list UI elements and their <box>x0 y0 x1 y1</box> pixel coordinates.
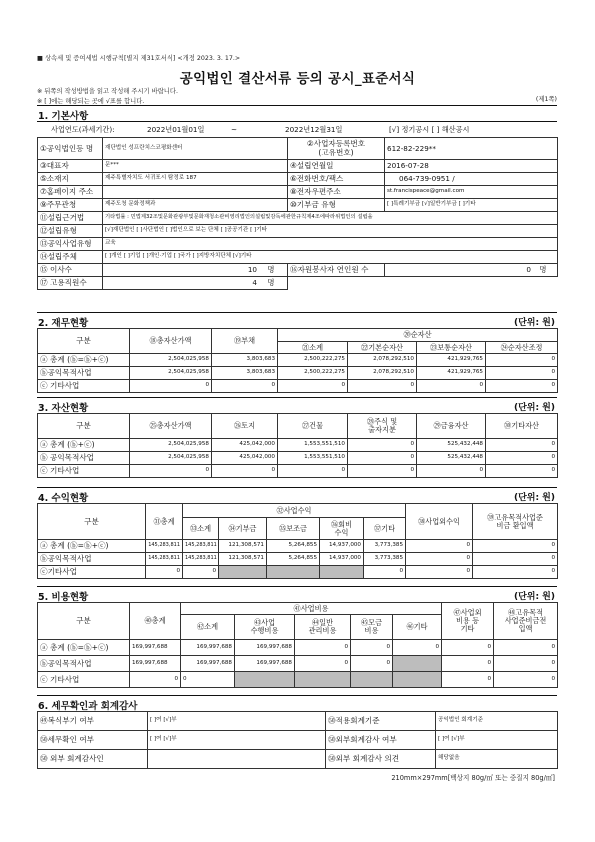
shaded-cell <box>320 566 364 579</box>
cell-value: 0 <box>486 380 558 393</box>
shaded-cell <box>235 672 295 688</box>
revenue-h-sub: ㉝소계 <box>183 518 219 540</box>
cell-value: 145,283,811 <box>183 540 219 553</box>
revenue-unit: (단위: 원) <box>513 493 555 503</box>
cell-value: 0 <box>486 439 558 452</box>
directors-label: ⑮ 이사수 <box>38 264 103 277</box>
page-title: 공익법인 결산서류 등의 공시_표준서식 <box>179 71 416 87</box>
cell-value: 421,929,765 <box>417 354 486 367</box>
cell-value: 2,500,222,275 <box>278 367 348 380</box>
cell-value: 0 <box>486 354 558 367</box>
finance-h-liabilities: ⑲부채 <box>212 329 278 354</box>
cell-value: 121,308,571 <box>219 553 267 566</box>
cell-value: 0 <box>473 553 558 566</box>
shaded-cell <box>351 672 393 688</box>
row-label: ⓐ 총계 (ⓑ=ⓑ+ⓒ) <box>38 640 130 656</box>
volunteers-unit: 명 <box>539 265 547 275</box>
shaded-cell <box>295 672 351 688</box>
cell-value: 0 <box>295 656 351 672</box>
cell-value: 0 <box>351 656 393 672</box>
business-type-value: 교육 <box>103 238 558 251</box>
revenue-table <box>37 503 558 579</box>
ministry-value: 제주도청 문화정책과 <box>103 199 288 212</box>
shaded-cell <box>393 656 442 672</box>
revenue-h-donation: ㉞기부금 <box>219 518 267 540</box>
cell-value: 2,504,025,958 <box>130 452 212 465</box>
employees-cell <box>103 277 288 290</box>
finance-unit: (단위: 원) <box>513 318 555 328</box>
cell-value: 169,997,688 <box>181 640 235 656</box>
cell-value: 0 <box>494 640 558 656</box>
empty-cell <box>288 277 385 290</box>
directors-unit: 명 <box>267 265 275 275</box>
cell-value: 3,803,683 <box>212 367 278 380</box>
shaded-cell <box>219 566 267 579</box>
row-label: ⓒ 기타사업 <box>38 465 130 478</box>
cell-value: 0 <box>494 656 558 672</box>
table-row <box>38 656 558 672</box>
cell-value: 0 <box>486 465 558 478</box>
section-title-audit: 6. 세무확인과 회계감사 <box>38 701 138 712</box>
disclosure-type: [√] 정기공시 [ ] 해산공시 <box>389 125 470 134</box>
revenue-h-reserve <box>473 504 558 540</box>
donation-type-value: [ ]특례기부금 [√]일반기부금 [ ]기타 <box>385 199 558 212</box>
finance-h-normal: ㉓보통순자산 <box>417 342 486 354</box>
expense-h-total: ㊵총계 <box>130 603 181 640</box>
expense-h-reserve-text: ㊽고유목적 사업준비금전 입액 <box>504 608 547 633</box>
finance-h-basic: ㉒기본순자산 <box>348 342 417 354</box>
table-row <box>38 540 558 553</box>
employees-label: ⑰ 고용직원수 <box>38 277 103 290</box>
cell-value: 0 <box>494 672 558 688</box>
cell-value: 0 <box>295 640 351 656</box>
cell-value: 0 <box>442 656 494 672</box>
cell-value: 0 <box>278 380 348 393</box>
assets-h-stock-text: ㉘주식 및 출자지분 <box>366 417 398 434</box>
revenue-h-business: ㉜사업수익 <box>183 504 406 518</box>
fiscal-year-start: 2022년01월01일 <box>147 125 205 134</box>
section-title-basic: 1. 기본사항 <box>38 111 89 122</box>
row-label: ⓒ 기타사업 <box>38 672 130 688</box>
cell-value: 425,042,000 <box>212 439 278 452</box>
cell-value: 169,997,688 <box>235 640 295 656</box>
cell-value: 0 <box>473 540 558 553</box>
section-divider <box>37 105 557 106</box>
address-label: ⑤소재지 <box>38 173 103 186</box>
assets-h-building: ㉗건물 <box>278 414 348 439</box>
assets-h-stock <box>348 414 417 439</box>
cell-value: 0 <box>183 566 219 579</box>
section-divider <box>37 586 557 587</box>
section-title-expense: 5. 비용현황 <box>38 592 89 603</box>
cell-value: 0 <box>417 380 486 393</box>
finance-col-label: 구분 <box>38 329 130 354</box>
finance-h-total-assets: ⑱총자산가액 <box>130 329 212 354</box>
accounting-standard-value: 공익법인 회계기준 <box>436 712 558 731</box>
cell-value: 169,997,688 <box>235 656 295 672</box>
donation-type-label: ⑩기부금 유형 <box>288 199 385 212</box>
row-label: ⓐ 총계 (ⓑ+ⓒ) <box>38 439 130 452</box>
paper-spec-footer: 210mm×297mm[백상지 80g/㎡ 또는 중질지 80g/㎡] <box>391 774 555 782</box>
cell-value: 0 <box>348 465 417 478</box>
cell-value: 169,997,688 <box>130 656 181 672</box>
tax-check-value: [ ]여 [√]부 <box>148 731 326 750</box>
auditor-label: ㊿ 외부 회계감사인 <box>38 750 148 769</box>
table-row <box>38 452 558 465</box>
assets-col-label: 구분 <box>38 414 130 439</box>
employees-unit: 명 <box>267 278 275 288</box>
revenue-col-label: 구분 <box>38 504 146 540</box>
fiscal-year-tilde: ~ <box>231 125 238 134</box>
section-divider <box>37 397 557 398</box>
accounting-standard-label: ㊿적용회계기준 <box>326 712 436 731</box>
empty-cell <box>385 277 558 290</box>
table-row <box>38 465 558 478</box>
assets-h-total: ㉕총자산가액 <box>130 414 212 439</box>
cell-value: 0 <box>212 465 278 478</box>
table-row <box>38 367 558 380</box>
revenue-h-subsidy: ㉟보조금 <box>267 518 320 540</box>
address-value: 제주특별자치도 서귀포시 탐정로 187 <box>103 173 288 186</box>
rep-value: 문*** <box>103 160 288 173</box>
cell-value: 2,078,292,510 <box>348 354 417 367</box>
expense-col-label: 구분 <box>38 603 130 640</box>
audit-opinion-value: 해당없음 <box>436 750 558 769</box>
cell-value: 0 <box>212 380 278 393</box>
founding-law-label: ⑪설립근거법 <box>38 212 103 225</box>
cell-value: 121,308,571 <box>219 540 267 553</box>
cell-value: 169,997,688 <box>130 640 181 656</box>
assets-h-land: ㉖토지 <box>212 414 278 439</box>
section-title-finance: 2. 재무현황 <box>38 318 89 329</box>
cell-value: 0 <box>486 452 558 465</box>
finance-h-sum: ㉑소계 <box>278 342 348 354</box>
row-label: ⓑ공익목적사업 <box>38 656 130 672</box>
note-instructions: ※ 뒤쪽의 작성방법을 읽고 작성해 주시기 바랍니다. <box>37 88 178 95</box>
cell-value: 0 <box>278 465 348 478</box>
revenue-h-reserve-text: ㊴고유목적사업준 비금 환입액 <box>487 512 543 530</box>
cell-value: 0 <box>348 452 417 465</box>
cell-value: 1,553,551,510 <box>278 452 348 465</box>
cell-value: 0 <box>181 672 235 688</box>
cell-value: 145,283,811 <box>146 540 183 553</box>
shaded-cell <box>393 672 442 688</box>
email-label: ⑧전자우편주소 <box>288 186 385 199</box>
expense-table <box>37 602 558 688</box>
cell-value: 0 <box>351 640 393 656</box>
business-type-label: ⑬공익사업유형 <box>38 238 103 251</box>
section-divider <box>37 312 557 313</box>
volunteers-label: ⑯자원봉사자 연인원 수 <box>288 264 385 277</box>
assets-h-financial: ㉙금융자산 <box>417 414 486 439</box>
volunteers-cell <box>385 264 558 277</box>
section-title-revenue: 4. 수익현황 <box>38 493 89 504</box>
assets-unit: (단위: 원) <box>513 403 555 413</box>
founding-type-label: ⑫설립유형 <box>38 225 103 238</box>
cell-value: 145,283,811 <box>146 553 183 566</box>
cell-value: 2,078,292,510 <box>348 367 417 380</box>
shaded-cell <box>267 566 320 579</box>
table-row <box>38 354 558 367</box>
bookkeeping-value: [ ]여 [√]부 <box>148 712 326 731</box>
fiscal-year-end: 2022년12월31일 <box>285 125 343 134</box>
cell-value: 0 <box>130 380 212 393</box>
cell-value: 0 <box>393 640 442 656</box>
external-audit-value: [ ]여 [√]부 <box>436 731 558 750</box>
expense-h-nonbiz <box>442 603 494 640</box>
volunteers-value: 0 <box>526 265 531 275</box>
row-label: ⓒ기타사업 <box>38 566 146 579</box>
name-value: 재단법인 성프란치스코평화센터 <box>103 138 288 160</box>
finance-h-net-assets: ⑳순자산 <box>278 329 558 342</box>
homepage-label: ⑦홈페이지 주소 <box>38 186 103 199</box>
tax-check-label: ㊿세무확인 여부 <box>38 731 148 750</box>
table-row <box>38 439 558 452</box>
fiscal-year-row <box>37 122 557 138</box>
tel-label: ⑥전화번호/팩스 <box>288 173 385 186</box>
expense-h-other: ㊻기타 <box>393 615 442 640</box>
cell-value: 14,937,000 <box>320 553 364 566</box>
founded-value: 2016-07-28 <box>385 160 558 173</box>
bookkeeping-label: ㊾복식부기 여부 <box>38 712 148 731</box>
basic-info-table <box>37 137 558 290</box>
cell-value: 5,264,855 <box>267 540 320 553</box>
founding-law-value: 기타법률 : 민법제32조및문화관광부및문화재청소관비영리법인의설립및감독에관한규칙제4조에따라위법인의 설립을 <box>103 212 558 225</box>
page-indicator: (제1쪽) <box>535 96 557 103</box>
expense-h-general <box>295 615 351 640</box>
audit-opinion-label: ㊿외부 회계감사 의견 <box>326 750 436 769</box>
revenue-h-fee-text: ㊱회비 수익 <box>330 519 353 537</box>
revenue-h-fee <box>320 518 364 540</box>
auditor-value <box>148 750 326 769</box>
cell-value: 2,504,025,958 <box>130 354 212 367</box>
revenue-h-total: ㉛총계 <box>146 504 183 540</box>
cell-value: 0 <box>364 566 406 579</box>
cell-value: 145,283,811 <box>183 553 219 566</box>
cell-value: 0 <box>406 553 473 566</box>
expense-h-direct <box>235 615 295 640</box>
cell-value: 0 <box>348 439 417 452</box>
cell-value: 525,432,448 <box>417 439 486 452</box>
revenue-h-nonbiz: ㊳사업외수익 <box>406 504 473 540</box>
row-label: ⓒ 기타사업 <box>38 380 130 393</box>
section-title-assets: 3. 자산현황 <box>38 403 89 414</box>
cell-value: 0 <box>130 672 181 688</box>
expense-h-fund <box>351 615 393 640</box>
bizno-label <box>288 138 385 160</box>
row-label: ⓐ 총계 (ⓑ=ⓑ+ⓒ) <box>38 354 130 367</box>
audit-table <box>37 711 558 769</box>
email-value: st.francispeace@gmail.com <box>385 186 558 199</box>
cell-value: 5,264,855 <box>267 553 320 566</box>
expense-h-fund-text: ㊺모금 비용 <box>360 618 383 635</box>
bizno-value: 612-82-229** <box>385 138 558 160</box>
cell-value: 1,553,551,510 <box>278 439 348 452</box>
rep-label: ③대표자 <box>38 160 103 173</box>
founder-value: [ ]개인 [ ]기업 [ ]개인·기업 [ ]국가 [ ]지방자치단체 [√]기타 <box>103 251 558 264</box>
expense-h-reserve <box>494 603 558 640</box>
section-divider <box>37 695 557 696</box>
cell-value: 14,937,000 <box>320 540 364 553</box>
cell-value: 0 <box>442 640 494 656</box>
cell-value: 0 <box>417 465 486 478</box>
bizno-label-text: ②사업자등록번호 (고유번호) <box>306 138 366 157</box>
expense-h-nonbiz-text: ㊼사업외 비용 등 기타 <box>453 608 482 633</box>
table-row <box>38 553 558 566</box>
employees-value: 4 <box>252 278 257 288</box>
cell-value: 425,042,000 <box>212 452 278 465</box>
row-label: ⓑ 공익목적사업 <box>38 452 130 465</box>
section-divider <box>37 487 557 488</box>
expense-h-direct-text: ㊸사업 수행비용 <box>250 618 279 635</box>
table-row <box>38 640 558 656</box>
cell-value: 2,500,222,275 <box>278 354 348 367</box>
table-row <box>38 380 558 393</box>
founder-label: ⑭설립주체 <box>38 251 103 264</box>
table-row <box>38 672 558 688</box>
cell-value: 0 <box>348 380 417 393</box>
row-label: ⓑ공익목적사업 <box>38 553 146 566</box>
finance-table <box>37 328 558 393</box>
cell-value: 2,504,025,958 <box>130 367 212 380</box>
cell-value: 0 <box>130 465 212 478</box>
finance-h-adjust: ㉔순자산조정 <box>486 342 558 354</box>
directors-cell <box>103 264 288 277</box>
homepage-value <box>103 186 288 199</box>
cell-value: 0 <box>406 540 473 553</box>
external-audit-label: ㊿외부회계감사 여부 <box>326 731 436 750</box>
note-checkmark: ※ [ ]에는 해당되는 곳에 √표를 합니다. <box>37 98 145 105</box>
ministry-label: ⑨주무관청 <box>38 199 103 212</box>
assets-table <box>37 413 558 478</box>
cell-value: 3,773,385 <box>364 553 406 566</box>
cell-value: 3,803,683 <box>212 354 278 367</box>
expense-h-general-text: ㊹일반 관리비용 <box>308 618 337 635</box>
founding-type-value: [√]재단법인 [ ]사단법인 [ ]법인으로 보는 단체 [ ]공공기관 [ ]기타 <box>103 225 558 238</box>
cell-value: 169,997,688 <box>181 656 235 672</box>
cell-value: 0 <box>442 672 494 688</box>
revenue-h-other: ㊲기타 <box>364 518 406 540</box>
cell-value: 525,432,448 <box>417 452 486 465</box>
tel-value: 064-739-0951 / <box>385 173 558 186</box>
expense-unit: (단위: 원) <box>513 592 555 602</box>
table-row <box>38 566 558 579</box>
row-label: ⓐ 총계 (ⓑ=ⓑ+ⓒ) <box>38 540 146 553</box>
fiscal-year-label: 사업연도(과세기간): <box>51 125 115 134</box>
form-reference: ■ 상속세 및 증여세법 시행규칙[별지 제31호서식] <개정 2023. 3. 17.> <box>37 55 241 62</box>
cell-value: 0 <box>406 566 473 579</box>
cell-value: 421,929,765 <box>417 367 486 380</box>
cell-value: 2,504,025,958 <box>130 439 212 452</box>
name-label: ①공익법인등 명 <box>38 138 103 160</box>
expense-h-sub: ㊷소계 <box>181 615 235 640</box>
row-label: ⓑ공익목적사업 <box>38 367 130 380</box>
assets-h-other: ㉚기타자산 <box>486 414 558 439</box>
cell-value: 0 <box>473 566 558 579</box>
founded-label: ④설립연월일 <box>288 160 385 173</box>
cell-value: 3,773,385 <box>364 540 406 553</box>
directors-value: 10 <box>247 265 257 275</box>
cell-value: 0 <box>146 566 183 579</box>
expense-h-business: ㊶사업비용 <box>181 603 442 615</box>
cell-value: 0 <box>486 367 558 380</box>
